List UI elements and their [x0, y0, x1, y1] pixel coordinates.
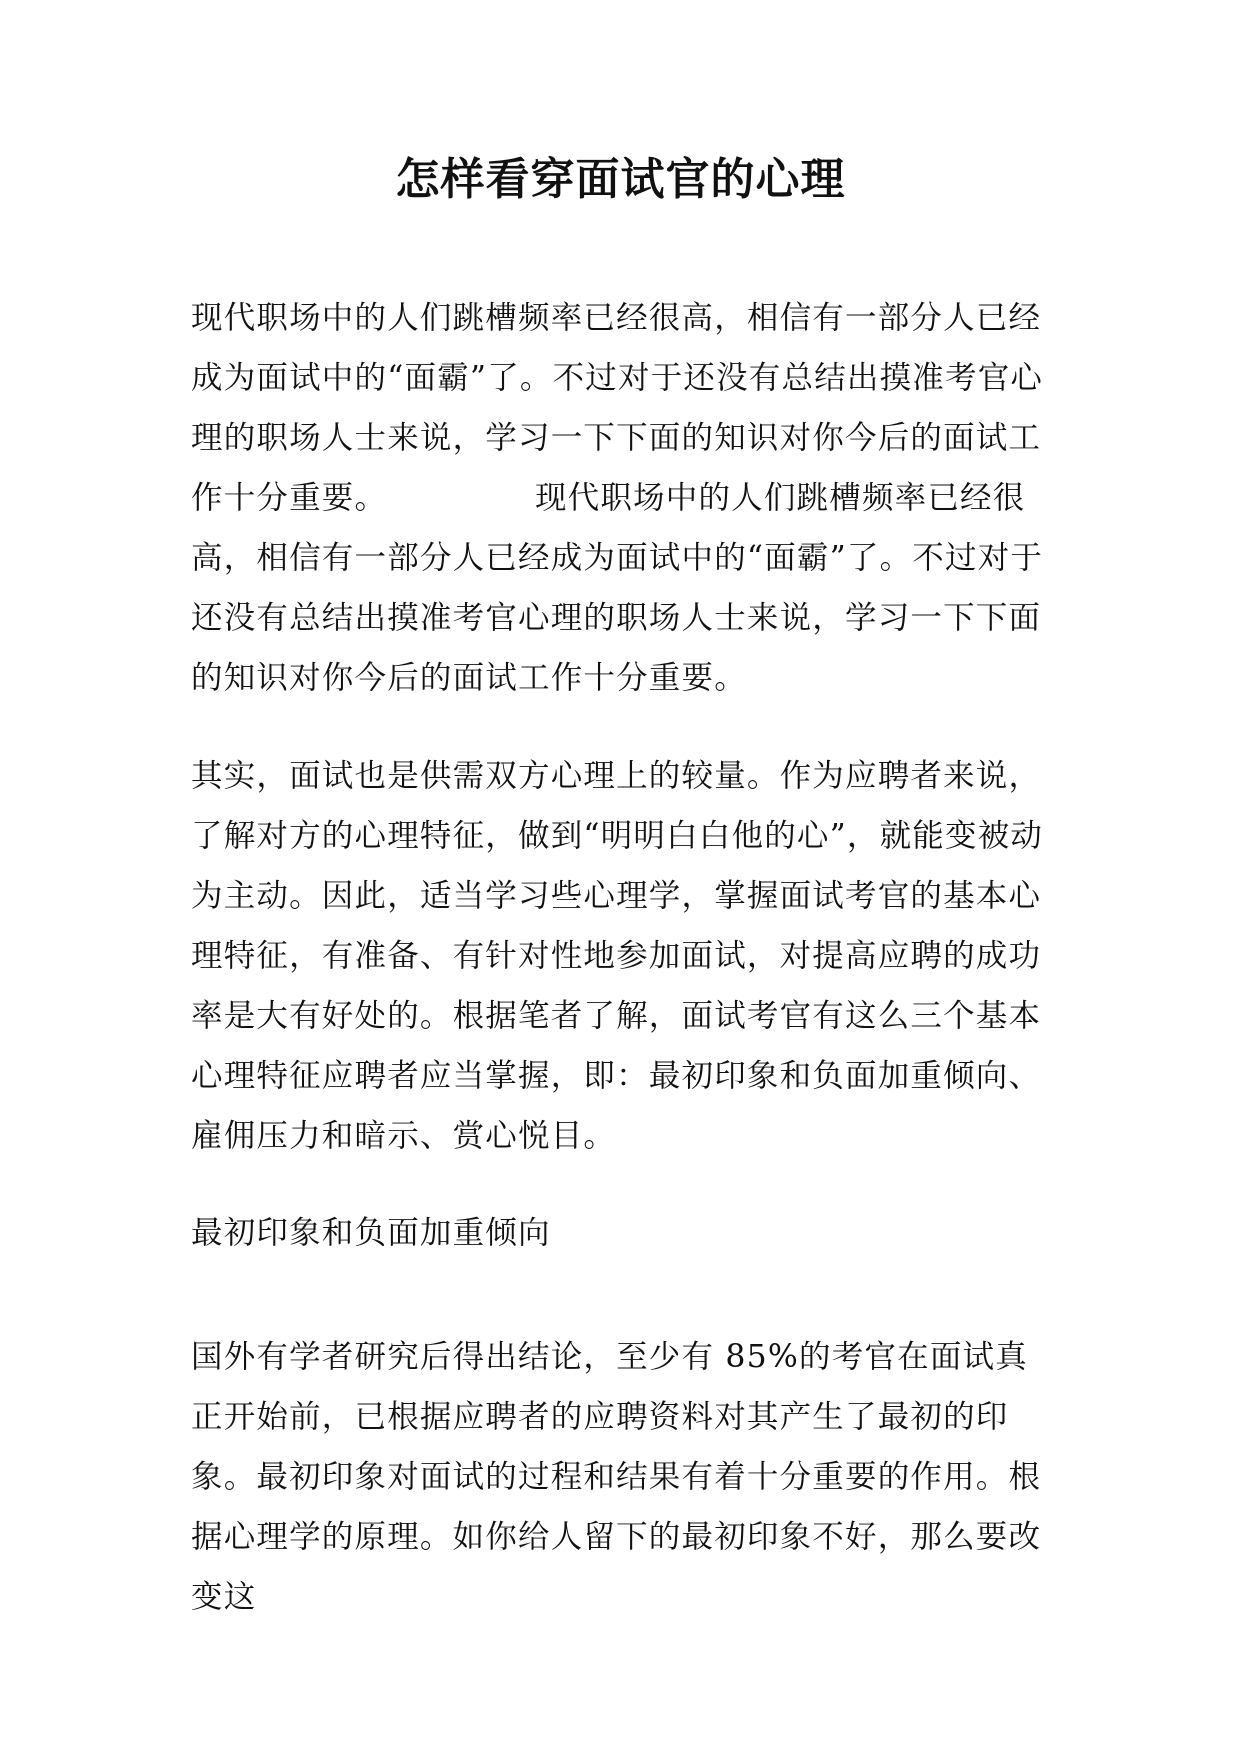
section-heading: 最初印象和负面加重倾向: [191, 1215, 551, 1251]
page-title: 怎样看穿面试官的心理: [395, 154, 846, 205]
paragraph-intro: 现代职场中的人们跳槽频率已经很高，相信有一部分人已经成为面试中的“面霸”了。不过对于还没有总结出摸准考官心理的职场人士来说，学习一下下面的知识对你今后的面试工作十分重要。 现代职场中的人们跳槽频率已经很高，相信有一部分人已经成为面试中的“面霸”了。不过对于还没有总结出摸准考官心理的职场人士来说，学习一下下面的知识对你今后的面试工作十分重要。: [191, 300, 1044, 696]
paragraph-psychology: 其实，面试也是供需双方心理上的较量。作为应聘者来说，了解对方的心理特征，做到“明明白白他的心”，就能变被动为主动。因此，适当学习些心理学，掌握面试考官的基本心理特征，有准备、有针对性地参加面试，对提高应聘的成功率是大有好处的。根据笔者了解，面试考官有这么三个基本心理特征应聘者应当掌握，即：最初印象和负面加重倾向、雇佣压力和暗示、赏心悦目。: [191, 758, 1044, 1154]
paragraph-first-impression: 国外有学者研究后得出结论，至少有 85%的考官在面试真正开始前，已根据应聘者的应聘资料对其产生了最初的印象。最初印象对面试的过程和结果有着十分重要的作用。根据心理学的原理。如你给人留下的最初印象不好，那么要改变这: [191, 1339, 1042, 1615]
